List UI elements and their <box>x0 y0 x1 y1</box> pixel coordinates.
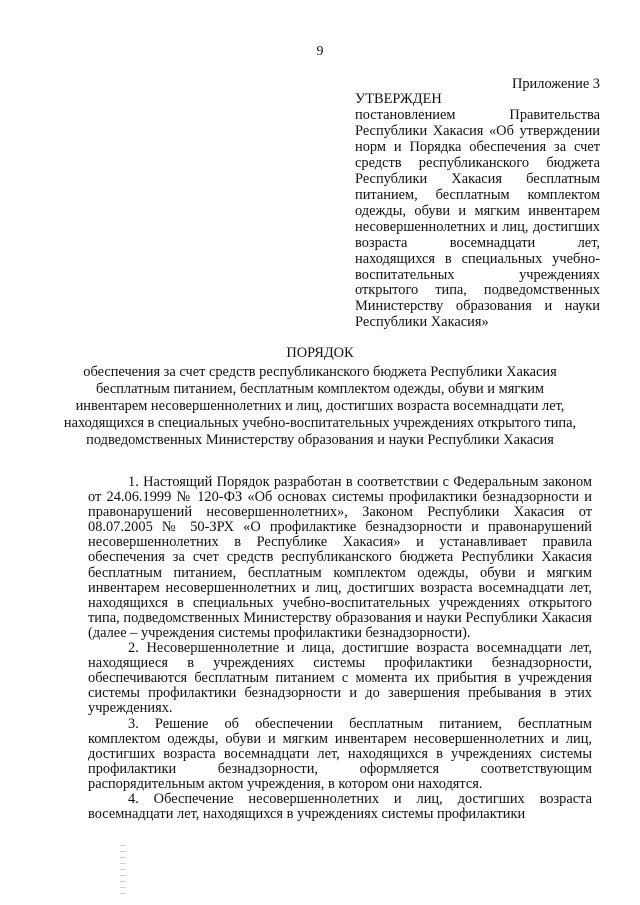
document-title: ПОРЯДОК <box>286 345 354 361</box>
paragraph-3: 3. Решение об обеспечении бесплатным питанием, бесплатным комплектом одежды, обуви и мягким инвентарем несовершеннолетних и лиц, достигших возраста восемнадцати лет, находящихся в учреждениях системы профилактики безнадзорности, оформляется соответствующим распорядительным актом учреждения, в котором они находятся. <box>88 715 592 792</box>
scan-margin-marks <box>120 845 126 895</box>
paragraph-1: 1. Настоящий Порядок разработан в соответствии с Федеральным законом от 24.06.1999 № 120-ФЗ «Об основах системы профилактики безнадзорности и правонарушений несовершеннолетних», Законом Республики Хакасия от 08.07.2005 № 50-ЗРХ «О профилактике безнадзорности и правонарушений несовершеннолетних в Республике Хакасия» и устанавливает правила обеспечения за счет средств республиканского бюджета Республики Хакасия бесплатным питанием, бесплатным комплектом одежды, обуви и мягким инвентарем несовершеннолетних и лиц, достигших возраста восемнадцати лет, находящихся в специальных учебно-воспитательных учреждениях открытого типа, подведомственных Министерству образования и науки Республики Хакасия (далее – учреждения системы профилактики безнадзорности). <box>88 474 592 641</box>
page-number: 9 <box>316 44 324 59</box>
document-subtitle: обеспечения за счет средств республиканского бюджета Республики Хакасия бесплатным питанием, бесплатным комплектом одежды, обуви и мягким инвентарем несовершеннолетних и лиц, достигших возраста восемнадцати лет, находящихся в специальных учебно-воспитательных учреждениях открытого типа, подведомственных Министерству образования и науки Республики Хакасия <box>63 364 577 448</box>
approval-block <box>355 91 600 331</box>
paragraph-4: 4. Обеспечение несовершеннолетних и лиц, достигших возраста восемнадцати лет, находящихся в учреждениях системы профилактики <box>88 790 592 823</box>
paragraph-2: 2. Несовершеннолетние и лица, достигшие возраста восемнадцати лет, находящиеся в учреждениях системы профилактики безнадзорности, обеспечиваются бесплатным питанием с момента их прибытия в учреждения системы профилактики безнадзорности и до завершения пребывания в этих учреждениях. <box>88 640 592 717</box>
document-body <box>88 475 592 822</box>
approval-text: постановлением Правительства Республики Хакасия «Об утверждении норм и Порядка обеспечения за счет средств республиканского бюджета Республики Хакасия бесплатным питанием, бесплатным комплектом одежды, обуви и мягким инвентарем несовершеннолетних и лиц, достигших возраста восемнадцати лет, находящихся в специальных учебно-воспитательных учреждениях открытого типа, подведомственных Министерству образования и науки Республики Хакасия» <box>355 107 600 331</box>
approval-title: УТВЕРЖДЕН <box>355 91 442 107</box>
appendix-label: Приложение 3 <box>511 76 600 92</box>
